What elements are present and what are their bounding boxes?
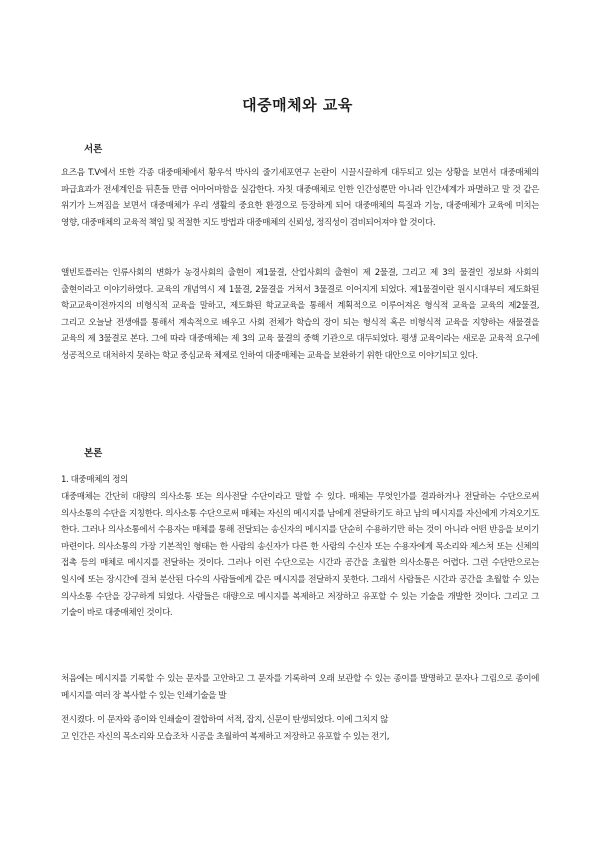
document-title: 대중매체와 교육: [242, 96, 353, 114]
intro-paragraph-1: 요즈음 T.V에서 또한 각종 대중매체에서 황우석 박사의 줄기세포연구 논란이 시끌시끌하게 대두되고 있는 상황을 보면서 대중매체의 파급효과가 전세계인을 뒤흔들 만큼 어마어마함을 실감한다. 자칫 대중매체로 인한 인간성뿐만 아니라 인간세계가 파멸하고 말 것 같은 위기가 느껴짐을 보면서 대중매체가 우리 생활의 중요한 환경으로 등장하게 되어 대중매체의 특질과 기능, 대중매체가 교육에 미치는 영향, 대중매체의 교육적 책임 및 적절한 지도 방법과 대중매체의 신뢰성, 정직성이 겸비되어져야 할 것이다.: [61, 168, 539, 228]
section-heading-body: 본론: [84, 448, 103, 459]
body-paragraph-1: 대중매체는 간단히 대량의 의사소통 또는 의사전달 수단이라고 말할 수 있다. 매체는 무엇인가를 결과하거나 전달하는 수단으로써 의사소통의 수단을 지칭한다. 의사소통 수단으로써 매체는 자신의 메시지를 남에게 전달하기도 하고 남의 메시지를 자신에게 가져오기도 한다. 그러나 의사소통에서 수용자는 매체를 통해 전달되는 송신자의 메시지를 단순히 수용하기만 하는 것이 아니라 어떤 반응을 보이기 마련이다. 의사소통의 가장 기본적인 형태는 한 사람의 송신자가 다른 한 사람의 수신자 또는 수용자에게 목소리와 제스쳐 또는 신체의 접촉 등의 매체로 메시지를 전달하는 것이다. 그러나 이런 수단으로는 시간과 공간을 초월한 의사소통은 어렵다. 그런 수단만으로는 일시에 또는 장시간에 걸쳐 분산된 다수의 사람들에게 같은 메시지를 전달하지 못한다. 그래서 사람들은 시간과 공간을 초월할 수 있는 의사소통 수단을 강구하게 되었다. 사람들은 대량으로 메시지를 복제하고 저장하고 유포할 수 있는 기술을 개발한 것이다. 그리고 그 기술이 바로 대중매체인 것이다.: [61, 492, 539, 619]
section-heading-intro: 서론: [84, 144, 103, 155]
intro-paragraph-2: 앨빈토플러는 인류사회의 변화가 농경사회의 출현이 제1물결, 산업사회의 출현이 제 2물결, 그리고 제 3의 물결인 정보화 사회의 출현이라고 이야기하였다. 교육의 개념역시 제 1물결, 2물결을 거쳐서 3물결로 이어지게 되었다. 제1물결이란 원시시대부터 제도화된 학교교육이전까지의 비형식적 교육을 말하고, 제도화된 학교교육을 통해서 계획적으로 이루어져온 형식적 교육을 교육의 제2물결, 그리고 오늘날 전생애를 통해서 계속적으로 배우고 사회 전체가 학습의 장이 되는 형식적 혹은 비형식적 교육을 지향하는 새물결을 교육의 제 3물결로 본다. 그에 따라 대중매체는 제 3의 교육 물결의 중핵 기관으로 대두되었다. 평생 교육이라는 새로운 교육적 요구에 성공적으로 대처하지 못하는 학교 중심교육 체제로 인하여 대중매체는 교육을 보완하기 위한 대안으로 이야기되고 있다.: [61, 268, 539, 361]
subheading-definition: 1. 대중매체의 정의: [61, 475, 128, 485]
body-paragraph-3-line-2: 고 인간은 자신의 목소리와 모습조차 시공을 초월하여 복제하고 저장하고 유포할 수 있는 전기,: [61, 732, 390, 742]
body-paragraph-2: 처음에는 메시지를 기록할 수 있는 문자를 고안하고 그 문자를 기록하여 오래 보관할 수 있는 종이를 발명하고 문자나 그림으로 종이에 메시지를 여러 장 복사할 수 있는 인쇄기술을 발: [61, 674, 539, 701]
body-paragraph-3-line-1: 전시켰다. 이 문자와 종이와 인쇄술이 결합하여 서적, 잡지, 신문이 탄생되었다. 이에 그치지 않: [61, 715, 389, 725]
